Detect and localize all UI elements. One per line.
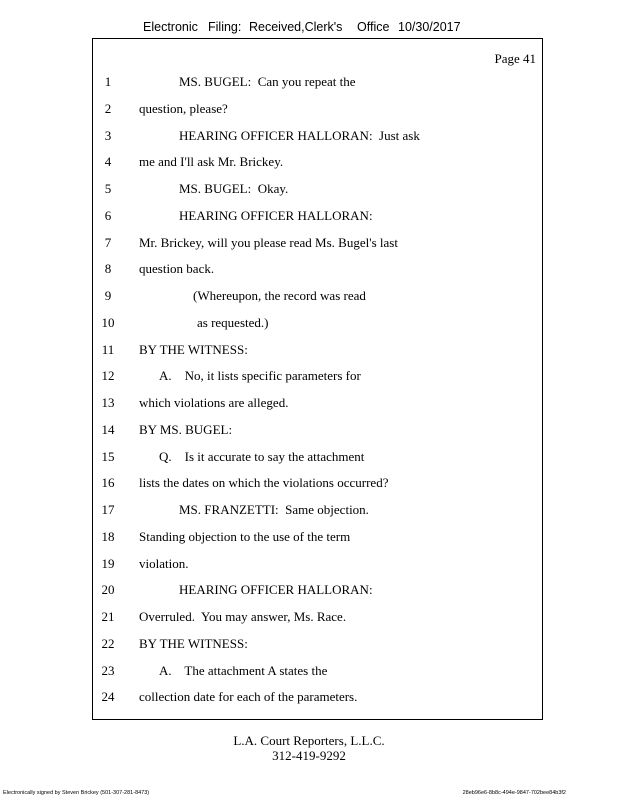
line-number: 9	[104, 288, 112, 303]
signature-right: 28eb96e6-8b8c-494e-9847-702bee84b3f2	[462, 790, 566, 796]
line-number: 12	[101, 368, 115, 384]
line-text: as requested.)	[197, 314, 269, 330]
line-number: 4	[104, 154, 112, 170]
transcript-line	[93, 449, 544, 469]
line-number: 15	[101, 448, 115, 464]
transcript-line	[93, 368, 544, 388]
transcript-line	[93, 609, 544, 629]
line-number: 6	[104, 207, 112, 223]
header-date: 10/30/2017	[398, 20, 461, 34]
transcript-line	[93, 502, 544, 522]
line-number: 11	[101, 341, 115, 357]
header-office: Office	[357, 20, 390, 34]
signature-left: Electronically signed by Steven Brickey (501-307-281-8473)	[3, 790, 150, 796]
line-text: me and I'll ask Mr. Brickey.	[139, 154, 284, 170]
header-filing: Filing:	[208, 20, 242, 34]
line-number: 10	[101, 314, 115, 330]
line-number: 14	[101, 421, 115, 437]
line-text: MS. FRANZETTI: Same objection.	[179, 502, 369, 517]
line-text: question, please?	[139, 100, 228, 116]
line-text: (Whereupon, the record was read	[193, 288, 366, 303]
transcript-line	[93, 475, 544, 495]
line-number: 8	[104, 261, 112, 277]
transcript-line	[93, 154, 544, 174]
header-electronic: Electronic	[143, 20, 198, 34]
line-number: 18	[101, 528, 115, 544]
line-text: Q. Is it accurate to say the attachment	[159, 448, 365, 464]
line-text: HEARING OFFICER HALLORAN:	[179, 582, 373, 598]
line-number: 7	[104, 234, 112, 250]
transcript-page	[92, 38, 543, 720]
line-text: Standing objection to the use of the term	[139, 528, 351, 544]
line-text: question back.	[139, 261, 215, 277]
transcript-line	[93, 128, 544, 148]
line-text: collection date for each of the parameters.	[139, 689, 358, 705]
line-text: Overruled. You may answer, Ms. Race.	[139, 609, 347, 624]
filing-header	[0, 20, 618, 38]
line-number: 21	[101, 609, 115, 624]
footer-company: L.A. Court Reporters, L.L.C.	[233, 733, 385, 748]
line-number: 19	[101, 555, 115, 571]
line-text: A. No, it lists specific parameters for	[159, 368, 361, 384]
transcript-line	[93, 529, 544, 549]
line-number: 2	[104, 100, 112, 116]
line-number: 24	[101, 689, 115, 705]
line-number: 23	[101, 662, 115, 678]
transcript-line	[93, 636, 544, 656]
transcript-line	[93, 101, 544, 121]
transcript-line	[93, 208, 544, 228]
line-number: 17	[101, 502, 115, 517]
line-text: HEARING OFFICER HALLORAN: Just ask	[179, 127, 420, 143]
line-number: 3	[104, 127, 112, 143]
line-text: which violations are alleged.	[139, 395, 289, 410]
line-number: 16	[101, 475, 115, 491]
transcript-line	[93, 689, 544, 709]
transcript-line	[93, 422, 544, 442]
header-received-clerks: Received,Clerk's	[249, 20, 343, 34]
transcript-line	[93, 181, 544, 201]
transcript-line	[93, 74, 544, 94]
transcript-line	[93, 235, 544, 255]
transcript-line	[93, 582, 544, 602]
line-text: BY MS. BUGEL:	[139, 421, 233, 437]
line-text: MS. BUGEL: Can you repeat the	[179, 74, 356, 89]
line-number: 1	[104, 74, 112, 89]
line-text: Mr. Brickey, will you please read Ms. Bugel's last	[139, 234, 398, 250]
line-text: lists the dates on which the violations occurred?	[139, 475, 389, 491]
transcript-line	[93, 342, 544, 362]
line-text: violation.	[139, 555, 189, 571]
line-text: A. The attachment A states the	[159, 662, 328, 678]
line-text: BY THE WITNESS:	[139, 635, 248, 651]
line-text: HEARING OFFICER HALLORAN:	[179, 207, 373, 223]
page-number: Page 41	[494, 51, 536, 66]
line-number: 22	[101, 635, 115, 651]
transcript-line	[93, 315, 544, 335]
transcript-line	[93, 261, 544, 281]
line-text: BY THE WITNESS:	[139, 341, 248, 357]
line-text: MS. BUGEL: Okay.	[179, 181, 289, 196]
transcript-line	[93, 556, 544, 576]
line-number: 5	[104, 181, 112, 196]
transcript-line	[93, 395, 544, 415]
transcript-line	[93, 663, 544, 683]
line-number: 13	[101, 395, 115, 410]
line-number: 20	[101, 582, 115, 598]
footer-phone: 312-419-9292	[272, 748, 346, 763]
transcript-line	[93, 288, 544, 308]
